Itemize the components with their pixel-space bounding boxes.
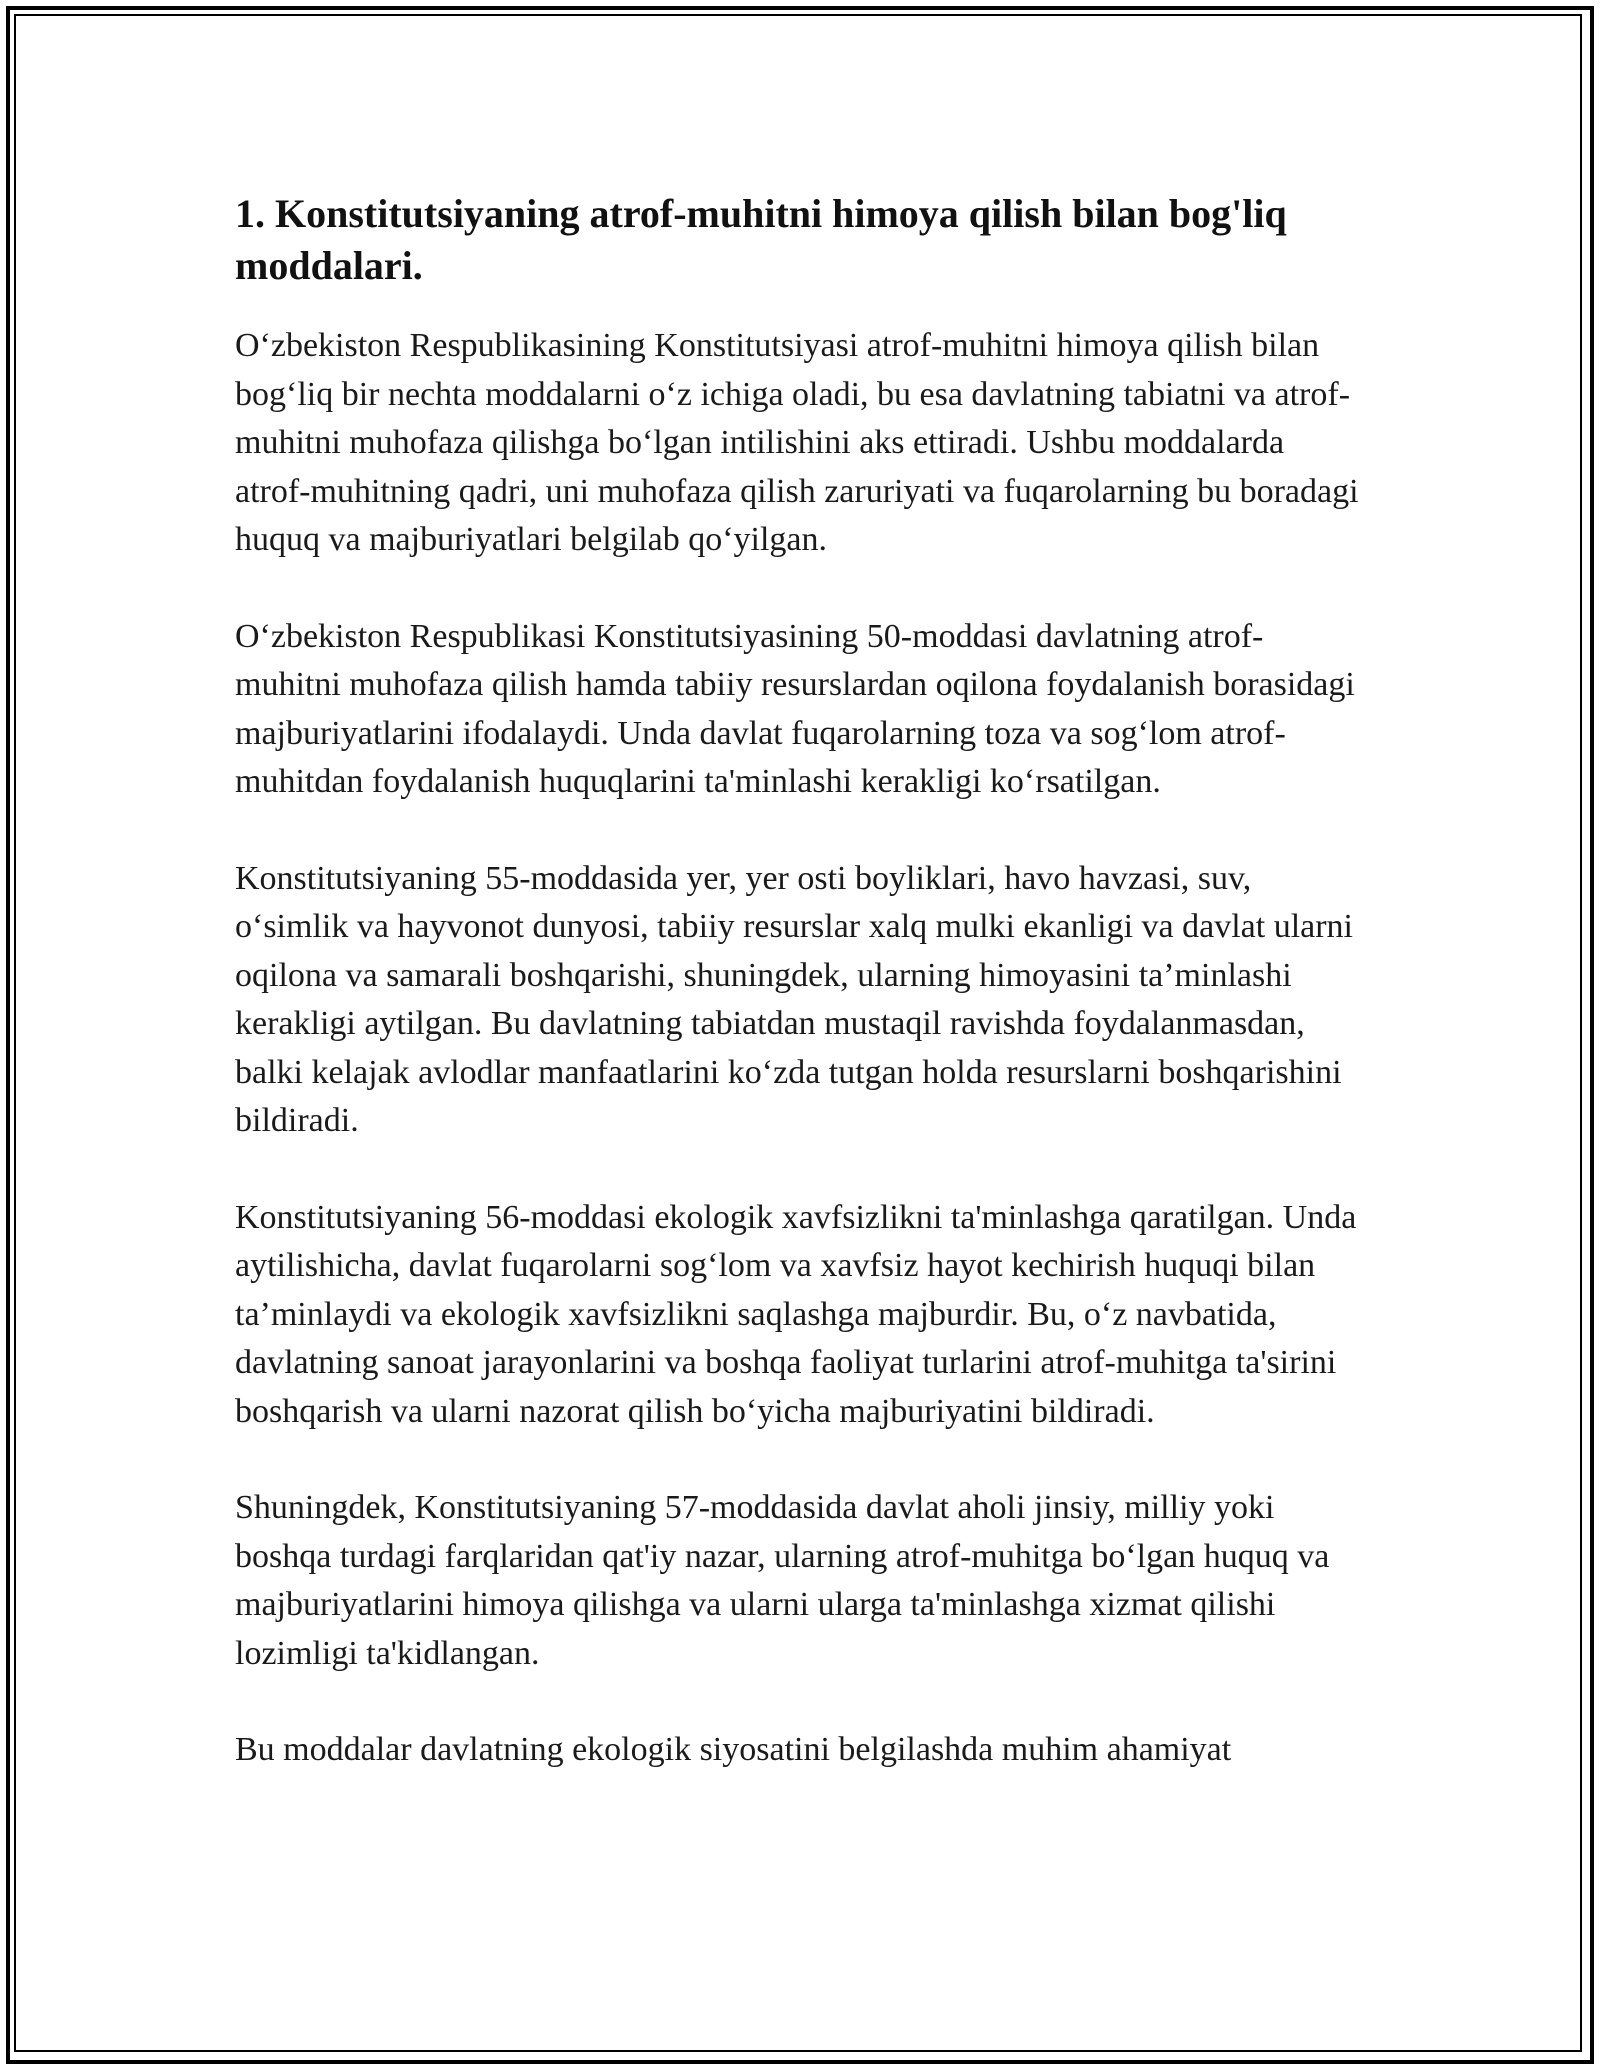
paragraph-conclusion: Bu moddalar davlatning ekologik siyosatini belgilashda muhim ahamiyat [235,1731,1232,1768]
paragraph-article-55: Konstitutsiyaning 55-moddasida yer, yer osti boyliklari, havo havzasi, suv, o‘simlik va hayvonot dunyosi, tabiiy resurslar xalq mulki ekanligi va davlat ularni oqilona va samarali boshqarishi, shuningdek, ularning himoyasini ta’minlashi kerakligi aytilgan. Bu davlatning tabiatdan mustaqil ravishda foydalanmasdan, balki kelajak avlodlar manfaatlarini ko‘zda tutgan holda resurslarni boshqarishini bildiradi. [235,859,1353,1139]
paragraph-intro: O‘zbekiston Respublikasining Konstitutsiyasi atrof-muhitni himoya qilish bilan bog‘liq bir nechta moddalarni o‘z ichiga oladi, bu esa davlatning tabiatni va atrof-muhitni muhofaza qilishga bo‘lgan intilishini aks ettiradi. Ushbu moddalarda atrof-muhitning qadri, uni muhofaza qilish zaruriyati va fuqarolarning bu boradagi huquq va majburiyatlari belgilab qo‘yilgan. [235,327,1359,558]
paragraph-article-56: Konstitutsiyaning 56-moddasi ekologik xavfsizlikni ta'minlashga qaratilgan. Unda aytilishicha, davlat fuqarolarni sog‘lom va xavfsiz hayot kechirish huquqi bilan ta’minlaydi va ekologik xavfsizlikni saqlashga majburdir. Bu, o‘z navbatida, davlatning sanoat jarayonlarini va boshqa faoliyat turlarini atrof-muhitga ta'sirini boshqarish va ularni nazorat qilish bo‘yicha majburiyatini bildiradi. [235,1198,1357,1430]
section-heading: 1. Konstitutsiyaning atrof-muhitni himoya qilish bilan bog'liq moddalari. [235,191,1287,288]
paragraph-article-57: Shuningdek, Konstitutsiyaning 57-moddasida davlat aholi jinsiy, milliy yoki boshqa turdagi farqlaridan qat'iy nazar, ularning atrof-muhitga bo‘lgan huquq va majburiyatlarini himoya qilishga va ularni ularga ta'minlashga xizmat qilishi lozimligi ta'kidlangan. [235,1489,1330,1672]
paragraph-article-50: O‘zbekiston Respublikasi Konstitutsiyasining 50-moddasi davlatning atrof-muhitni muhofaza qilish hamda tabiiy resurslardan oqilona foydalanish borasidagi majburiyatlarini ifodalaydi. Unda davlat fuqarolarning toza va sog‘lom atrof-muhitdan foydalanish huquqlarini ta'minlashi kerakligi ko‘rsatilgan. [235,617,1355,800]
document-body [235,188,1365,1823]
